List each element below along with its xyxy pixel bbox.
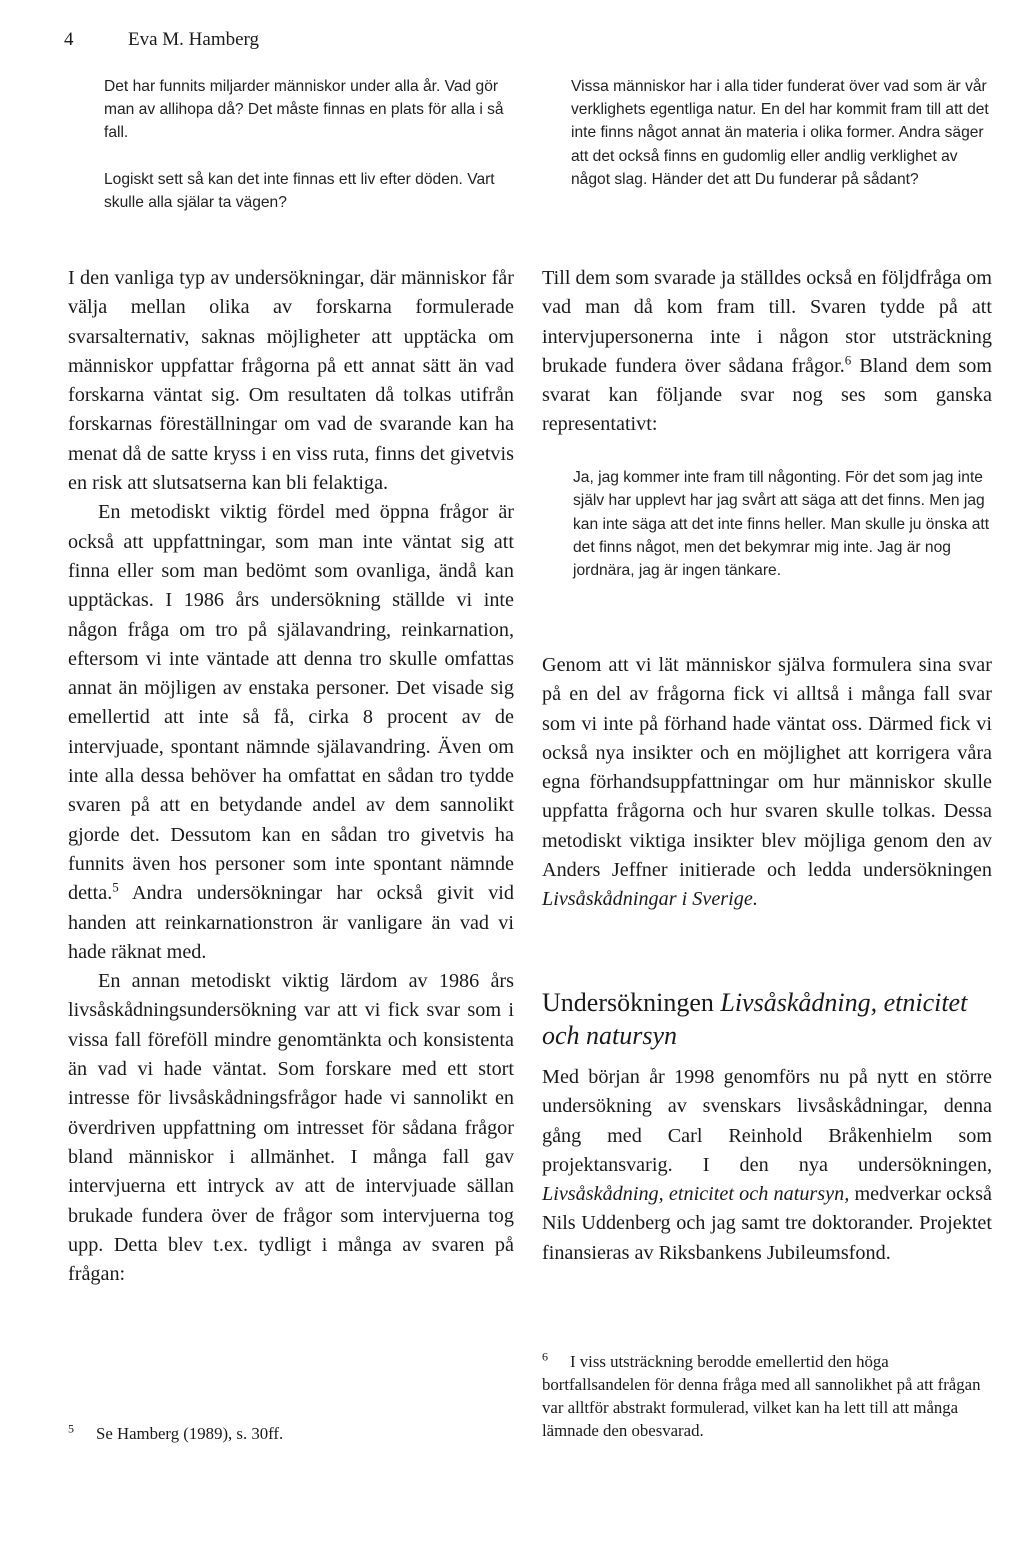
- project-title: Livsåskådning, etnicitet och natursyn,: [542, 1183, 850, 1206]
- footnote-ref-6: 6: [844, 352, 852, 368]
- body-paragraph: [542, 651, 992, 915]
- text-run: medverkar också Nils Uddenberg och jag samt tre doktorander. Projektet finansieras av Riksbankens Jubileumsfond.: [542, 1183, 992, 1264]
- footnote-text: I viss utsträckning berodde emellertid den höga bortfallsandelen för denna fråga med all sannolikhet på att frågan var alltför abstrakt formulerad, vilket kan ha lett till att många lämnade den obesvarad.: [542, 1352, 981, 1440]
- top-quote-right: [571, 75, 997, 191]
- book-title: Livsåskådningar i Sverige.: [542, 888, 758, 911]
- text-run: Andra undersökningar har också givit vid handen att reinkarnationstron är vanligare än vad vi hade räknat med.: [68, 882, 514, 963]
- running-header: [64, 28, 259, 52]
- quote-paragraph: Vissa människor har i alla tider funderat över vad som är vår verklighets egentliga natur. En del har kommit fram till att det inte finns något annat än materia i olika former. Andra säger att det också finns en gudomlig eller andlig verklighet av något slag. Händer det att Du funderar på sådant?: [571, 78, 989, 188]
- quote-paragraph: Det har funnits miljarder människor under alla år. Vad gör man av allihopa då? Det måste finnas en plats för alla i så fall.: [104, 78, 504, 142]
- text-run: En metodiskt viktig fördel med öppna frågor är också att uppfattningar, som man inte väntat sig att finna eller som man bedömt som ovanliga, ändå kan upptäckas. I 1986 års undersökning ställde vi inte någon fråga om tro på själavandring, reinkarnation, eftersom vi inte väntade att denna tro skulle omfattas annat än möjligen av enstaka personer. Det visade sig emellertid att inte så få, cirka 8 procent av de intervjuade, spontant nämnde själavandring. Även om inte alla dessa behöver ha omfattat en sådan tro tydde svaren på att en betydande andel av dem sannolikt gjorde det. Dessutom kan en sådan tro givetvis ha funnits även hos personer som inte spontant nämnde detta.: [68, 501, 514, 905]
- footnote-5: [68, 1422, 508, 1445]
- text-run: Bland dem som svarat kan följande svar nog ses som ganska representativt:: [542, 354, 992, 436]
- body-paragraph: I den vanliga typ av undersökningar, där människor får välja mellan olika av forskarna formulerade svarsalternativ, saknas möjligheter att upptäcka om människor uppfattar frågorna på ett annat sätt än vad forskarna väntat sig. Om resultaten då tolkas utifrån forskarnas föreställningar om vad de svarande kan ha menat då de satte kryss i en viss ruta, finns det givetvis en risk att slutsatserna kan bli felaktiga.: [68, 267, 514, 495]
- top-quote-left: [104, 75, 522, 214]
- footnote-mark: 6: [542, 1349, 548, 1364]
- footnote-6: [542, 1350, 994, 1442]
- right-column-body-3: [542, 1063, 992, 1268]
- left-column-body: [68, 264, 514, 1289]
- section-heading: [542, 986, 992, 1052]
- footnote-ref-5: 5: [112, 879, 119, 895]
- page-number: 4: [64, 29, 74, 50]
- text-run: Med början år 1998 genomförs nu på nytt en större undersökning av svenskars livsåskådningar, denna gång med Carl Reinhold Bråkenhielm som projektansvarig. I den nya undersökningen,: [542, 1066, 992, 1176]
- right-column-body-1: [542, 264, 992, 440]
- heading-plain: Undersökningen: [542, 988, 721, 1017]
- body-paragraph: [542, 264, 992, 440]
- text-run: Genom att vi lät människor själva formulera sina svar på en del av frågorna fick vi alltså i många fall svar som vi inte på förhand hade väntat oss. Därmed fick vi också nya insikter och en möjlighet att korrigera våra egna förhandsuppfattningar om hur människor skulle uppfatta frågorna och hur svaren skulle tolkas. Dessa metodiskt viktiga insikter blev möjliga genom den av Anders Jeffner initierade och ledda undersökningen: [542, 654, 992, 882]
- body-paragraph: [542, 1063, 992, 1268]
- footnote-text: Se Hamberg (1989), s. 30ff.: [96, 1424, 284, 1443]
- running-author: Eva M. Hamberg: [128, 29, 260, 50]
- body-paragraph: En annan metodiskt viktig lärdom av 1986 års livsåskådningsundersökning var att vi fick svar som i vissa fall föreföll mindre genomtänkta och konsistenta än vad vi hade väntat. Som forskare med ett stort intresse för livsåskådningsfrågor hade vi sannolikt en överdriven uppfattning om intresset för sådana frågor bland människor i allmänhet. I många fall gav intervjuerna ett intryck av att de intervjuade sällan brukade fundera över de frågor som intervjuerna tog upp. Detta blev t.ex. tydligt i många av svaren på frågan:: [68, 970, 514, 1286]
- footnote-mark: 5: [68, 1421, 74, 1436]
- right-column-body-2: [542, 651, 992, 915]
- heading-italic: Livsåskådning, etnicitet och natursyn: [542, 988, 968, 1050]
- quote-paragraph: Logiskt sett så kan det inte finnas ett liv efter döden. Vart skulle alla själar ta vägen?: [104, 170, 495, 211]
- text-run: Till dem som svarade ja ställdes också en följdfråga om vad man då kom fram till. Svaren tydde på att intervjupersonerna inte i någon stor utsträckning brukade fundera över sådana frågor.: [542, 267, 992, 377]
- body-paragraph: [68, 498, 514, 967]
- interview-quote: Ja, jag kommer inte fram till någonting. För det som jag inte själv har upplevt har jag svårt att säga att det finns. Men jag kan inte säga att det inte finns heller. Man skulle ju önska att det finns något, men det bekymrar mig inte. Jag är nog jordnära, jag är ingen tänkare.: [573, 469, 990, 580]
